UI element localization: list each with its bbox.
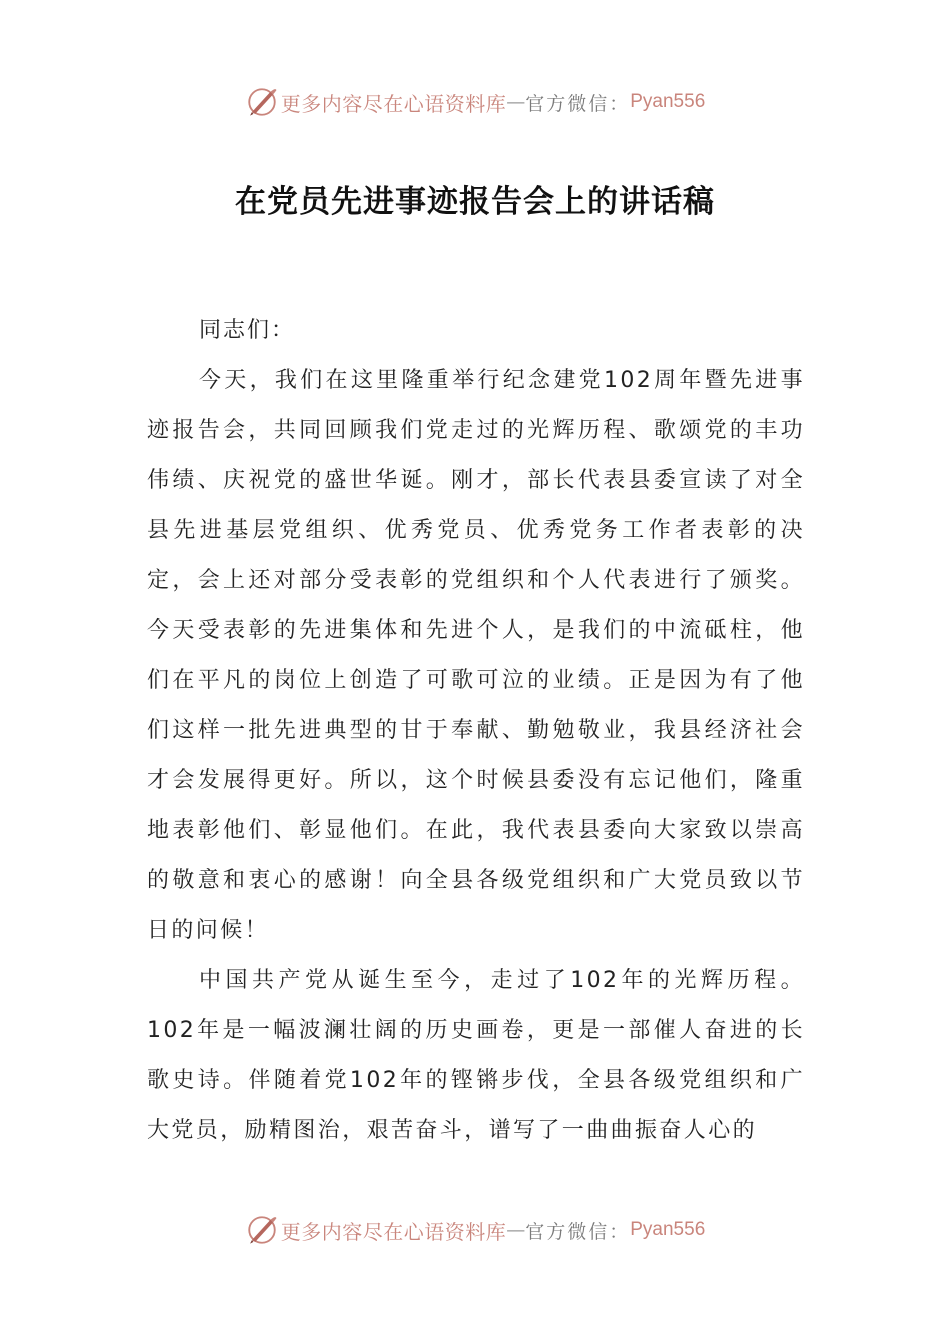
banner-wechat-id: Pyan556	[630, 91, 706, 112]
document-title: 在党员先进事迹报告会上的讲话稿	[235, 184, 715, 220]
banner-separator: —	[506, 91, 526, 113]
banner-wechat-label: 官方微信：	[525, 92, 631, 115]
document-body	[147, 306, 805, 1156]
banner-separator: —	[506, 1219, 526, 1241]
header-banner	[0, 82, 950, 122]
banner-wechat-label: 官方微信：	[525, 1220, 631, 1243]
banner-slogan: 更多内容尽在心语资料库	[280, 91, 507, 116]
salutation: 同志们：	[199, 318, 296, 343]
footer-banner	[0, 1210, 950, 1250]
banner-wechat-id: Pyan556	[630, 1219, 706, 1240]
quill-pen-circle-icon	[245, 85, 279, 119]
banner-slogan: 更多内容尽在心语资料库	[280, 1219, 507, 1244]
quill-pen-circle-icon	[245, 1213, 279, 1247]
paragraph: 中国共产党从诞生至今，走过了102年的光辉历程。102年是一幅波澜壮阔的历史画卷，更是一部催人奋进的长歌史诗。伴随着党102年的铿锵步伐，全县各级党组织和广大党员，励精图治，艰苦奋斗，谱写了一曲曲振奋人心的	[147, 968, 805, 1143]
paragraph: 今天，我们在这里隆重举行纪念建党102周年暨先进事迹报告会，共同回顾我们党走过的光辉历程、歌颂党的丰功伟绩、庆祝党的盛世华诞。刚才，部长代表县委宣读了对全县先进基层党组织、优秀党员、优秀党务工作者表彰的决定，会上还对部分受表彰的党组织和个人代表进行了颁奖。今天受表彰的先进集体和先进个人，是我们的中流砥柱，他们在平凡的岗位上创造了可歌可泣的业绩。正是因为有了他们这样一批先进典型的甘于奉献、勤勉敬业，我县经济社会才会发展得更好。所以，这个时候县委没有忘记他们，隆重地表彰他们、彰显他们。在此，我代表县委向大家致以崇高的敬意和衷心的感谢！向全县各级党组织和广大党员致以节日的问候！	[147, 368, 805, 943]
